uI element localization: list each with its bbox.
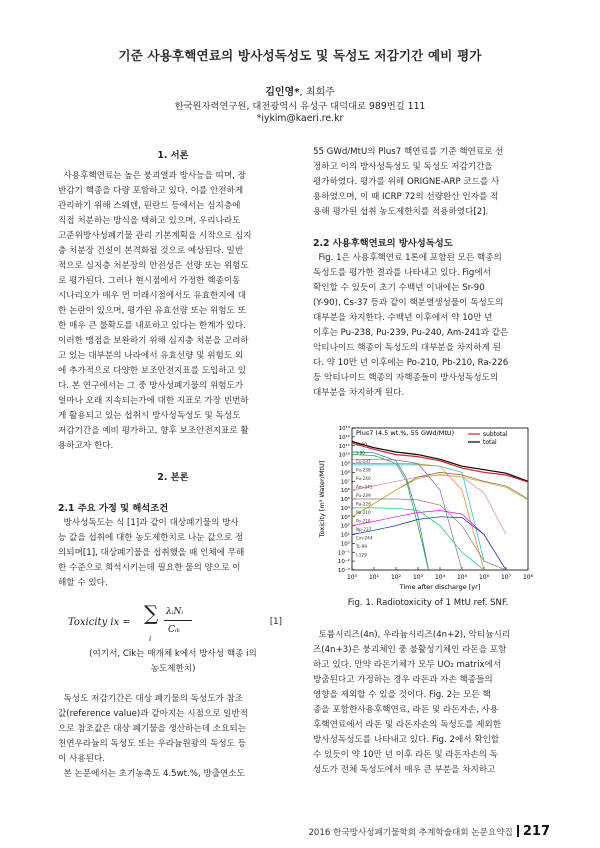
text-line: 고 있는 대부분의 나라에서 유효선량 및 위험도 외	[58, 351, 244, 361]
toxicity-chart	[316, 420, 538, 592]
text-line: 다. 약 10만 년 이후에는 Po-210, Pb-210, Ra-226	[313, 358, 509, 368]
text-line: 독성도를 평가한 결과를 나타내고 있다. Fig에서	[313, 268, 491, 278]
sum-index: i	[149, 635, 152, 643]
chart-title: Plus7 (4.5 wt.%, 55 GWd/MtU)	[356, 429, 455, 437]
section-1-body	[58, 169, 288, 454]
text-line: Fig. 1은 사용후핵연료 1톤에 포함된 모든 핵종의	[313, 253, 502, 263]
text-line: 후핵연료에서 라돈 및 라돈자손의 독성도를 제외한	[313, 720, 501, 730]
author-email: *iykim@kaeri.re.kr	[256, 113, 344, 124]
y-tick-label: 10¹¹	[338, 443, 350, 450]
y-tick-label: 10¹²	[338, 434, 350, 441]
figure-1-caption: Fig. 1. Radiotoxicity of 1 MtU ref. SNF.	[347, 598, 509, 608]
y-tick-label: 10⁻²	[337, 559, 350, 566]
author-line	[0, 83, 600, 98]
y-tick-label: 10⁴	[340, 505, 350, 512]
formula-number: [1]	[269, 617, 282, 627]
right-top-body	[313, 145, 543, 220]
affiliation: 한국원자력연구원, 대전광역시 유성구 대덕대로 989번길 111	[174, 101, 426, 112]
corresponding-mark: *	[294, 87, 300, 98]
text-line: 종을 포함한사용후핵연료, 라돈 및 라돈자손, 사용	[313, 705, 499, 715]
text-line: 성도가 전체 독성도에서 매우 큰 부분을 차지하고	[313, 765, 496, 775]
y-tick-label: 10⁹	[340, 461, 350, 468]
y-tick-label: 10⁸	[340, 470, 350, 477]
y-tick-label: 10⁷	[340, 479, 350, 486]
text-line: 정하고 이의 방사성독성도 및 독성도 저감기간을	[313, 162, 493, 172]
x-tick-label: 10⁵	[456, 574, 468, 581]
text-line: 이러한 맹점을 보완하기 위해 심지층 처분을 고려하	[58, 336, 249, 346]
x-tick-label: 10⁴	[434, 574, 446, 581]
figure-1	[316, 420, 538, 592]
nuclide-label: Y-90	[356, 450, 365, 456]
y-tick-label: 10¹	[340, 532, 350, 539]
text-line: 용하였으며, 이 때 ICRP 72의 선량환산 인자를 적	[313, 192, 499, 202]
text-line: 55 GWd/MtU의 Plus7 핵연료를 기준 핵연료로 선	[313, 147, 504, 157]
y-tick-label: 10⁶	[340, 488, 350, 495]
text-line: 게 활용되고 있는 섭취시 방사성독성도 및 독성도	[58, 411, 241, 421]
text-line: 확인할 수 있듯이 초기 수백년 이내에는 Sr-90	[313, 283, 485, 293]
page-footer	[308, 824, 550, 839]
text-line: 저감기간을 예비 평가하고, 향후 보조안전지표로 활	[58, 426, 249, 436]
footer-text: 2016 한국방사성폐기물학회 추계학술대회 논문요약집	[308, 828, 513, 838]
text-line: 층 처분장 건설이 본격화될 것으로 예상된다. 일반	[58, 246, 244, 256]
text-line: 용해 평가된 섭취 농도제한치를 적용하였다[2].	[313, 207, 489, 217]
text-line: 값(reference value)과 같아지는 시점으로 일반적	[58, 709, 249, 719]
legend-total: total	[483, 439, 497, 446]
text-line: 영향을 제외할 수 있을 것이다. Fig. 2는 모든 핵	[313, 690, 491, 700]
formula-note-1: (여기서, Cik는 매개체 k에서 방사성 핵종 i의	[89, 649, 257, 659]
section-1-heading: 1. 서론	[157, 150, 189, 161]
text-line: 하고 있다. 만약 라돈기체가 모두 UO₂ matrix에서	[313, 660, 502, 670]
x-tick-label: 10⁸	[522, 574, 534, 581]
text-line: 시나리오가 매우 먼 미래시점에서도 유효한지에 대	[58, 291, 246, 301]
text-line: 악티나이드 핵종이 독성도의 대부분을 차지하게 된	[313, 343, 501, 353]
text-line: 방사성독성도를 나타내고 있다. Fig. 2에서 확인할	[313, 735, 500, 745]
y-tick-label: 10²	[340, 523, 350, 530]
text-line: 로 평가된다. 그러나 현시점에서 가정한 핵종이동	[58, 276, 241, 286]
footer-divider	[517, 825, 519, 837]
nuclide-label: Tc-99	[356, 544, 367, 549]
nuclide-label: Pb-210	[356, 510, 371, 515]
text-line: 등 악티나이드 핵종의 자핵종들이 방사성독성도의	[313, 373, 499, 383]
fraction-bar	[164, 620, 192, 621]
text-line: 관리하기 위해 스웨덴, 핀란드 등에서는 심지층에	[58, 201, 241, 211]
text-line: 천연우라늄의 독성도 또는 우라늄원광의 독성도 등	[58, 739, 246, 749]
legend-subtotal: subtotal	[483, 431, 508, 438]
sum-symbol: ∑	[144, 601, 159, 625]
x-tick-label: 10¹	[368, 574, 380, 581]
x-axis-label: Time after discharge [yr]	[399, 583, 481, 591]
y-tick-label: 10¹⁰	[338, 452, 350, 459]
text-line: 이 사용된다.	[58, 754, 105, 764]
text-line: 한 매우 큰 불확도를 내포하고 있다는 한계가 있다.	[58, 321, 246, 331]
section-2-heading: 2. 본론	[157, 472, 189, 483]
y-tick-label: 10⁻³	[337, 568, 350, 574]
co-authors: , 최희주	[299, 87, 335, 98]
text-line: 반감기 핵종을 다량 포함하고 있다. 이를 안전하게	[58, 186, 244, 196]
text-line: 직접 처분하는 방식을 택하고 있으며, 우리나라도	[58, 216, 241, 226]
text-line: 방출된다고 가정하는 경우 라돈과 자손 핵종들의	[313, 675, 493, 685]
section-2-2-heading: 2.2 사용후핵연료의 방사성독성도	[313, 238, 453, 249]
text-line: 독성도 저감기간은 대상 폐기물의 독성도가 참조	[58, 694, 244, 704]
lead-author: 김인영	[265, 87, 295, 98]
nuclide-label: Cm-244	[356, 535, 373, 541]
right-bottom-body	[313, 628, 543, 778]
text-line: 대부분을 차지하게 된다.	[313, 388, 405, 398]
formula-denominator: Cᵢₖ	[168, 625, 180, 635]
x-tick-label: 10⁷	[500, 574, 512, 581]
text-line: 용하고자 한다.	[58, 441, 114, 451]
page-number: 217	[522, 824, 550, 839]
text-line: 대부분을 차지한다. 수백년 이후에서 약 10만 년	[313, 313, 493, 323]
text-line: 의되며[1], 대상폐기물을 섭취했을 때 인체에 무해	[58, 548, 245, 558]
text-line: 사용후핵연료는 높은 붕괴열과 방사능을 띠며, 장	[58, 171, 246, 181]
text-line: 능 값을 섭취에 대한 농도제한치로 나눈 값으로 정	[58, 533, 244, 543]
text-line: (Y-90), Cs-37 등과 같이 핵분열생성물이 독성도의	[313, 298, 504, 308]
x-tick-label: 10⁶	[478, 574, 490, 581]
nuclide-label: I-129	[356, 552, 367, 558]
text-line: 적으로 심지층 처분장의 안전성은 선량 또는 위험도	[58, 261, 249, 271]
right-bottom-column	[313, 628, 543, 778]
nuclide-label: Pu-240	[356, 476, 371, 481]
text-line: 고준위방사성폐기물 관리 기본계획을 시작으로 심지	[58, 231, 252, 241]
section-2-2-body	[313, 251, 543, 401]
text-line: 한 논란이 있으며, 평가된 유효선량 또는 위험도 또	[58, 306, 246, 316]
text-line: 평가하였다. 평가를 위해 ORIGNE-ARP 코드를 사	[313, 177, 500, 187]
y-tick-label: 10⁻¹	[337, 550, 350, 557]
text-line: 본 논문에서는 초기농축도 4.5wt.%, 방출연소도	[58, 769, 245, 779]
y-axis-label: Toxicity [m³ Water/MtU]	[318, 460, 326, 538]
nuclide-label: Cs-137	[356, 459, 371, 464]
text-line: 에 추가적으로 다양한 보조안전지표를 도입하고 있	[58, 366, 246, 376]
nuclide-label: Pu-238	[356, 467, 371, 473]
nuclide-label: Am-241	[356, 484, 373, 490]
nuclide-label: Sr-90	[356, 442, 367, 447]
x-tick-label: 10²	[390, 574, 402, 581]
formula-note-2: 농도제한치)	[150, 664, 196, 674]
nuclide-label: Np-237	[356, 527, 372, 532]
y-tick-label: 10¹³	[338, 426, 350, 432]
text-line: 방사성독도는 식 [1]과 같이 대상폐기물의 방사	[58, 518, 239, 528]
formula-lhs: Toxicity ix =	[68, 617, 131, 628]
text-line: 으로 참조값은 대상 폐기물을 생산하는데 소요되는	[58, 724, 246, 734]
formula-numerator: λᵢNᵢ	[166, 607, 184, 617]
text-line: 해할 수 있다.	[58, 578, 108, 588]
section-2-1-body-cont	[58, 692, 288, 782]
section-2-1-body	[58, 516, 288, 591]
nuclide-label: Pu-239	[356, 493, 371, 498]
text-line: 다. 본 연구에서는 그 중 방사성폐기물의 위험도가	[58, 381, 244, 391]
y-tick-label: 10³	[340, 514, 350, 521]
text-line: 토륨시리즈(4n), 우라늄시리즈(4n+2), 악티늄시리	[313, 630, 511, 640]
nuclide-label: Ra-226	[356, 501, 371, 507]
formula-block	[58, 599, 288, 647]
x-tick-label: 10⁰	[346, 574, 358, 581]
right-column	[313, 145, 543, 401]
text-line: 한 수준으로 희석시키는데 필요한 물의 양으로 이	[58, 563, 241, 573]
y-tick-label: 10⁰	[340, 541, 350, 548]
x-tick-label: 10³	[412, 574, 424, 581]
text-line: 얼마나 오래 지속되는가에 대한 지표로 가장 빈번하	[58, 396, 249, 406]
nuclide-label: Po-210	[356, 518, 371, 524]
text-line: 수 있듯이 약 10만 년 이후 라돈 및 라돈자손의 독	[313, 750, 498, 760]
text-line: 즈(4n+3)은 붕괴체인 중 불활성기체인 라돈을 포함	[313, 645, 507, 655]
y-tick-label: 10⁵	[340, 497, 350, 503]
text-line: 이후는 Pu-238, Pu-239, Pu-240, Am-241과 같은	[313, 328, 509, 338]
section-2-1-heading: 2.1 주요 가정 및 해석조건	[58, 503, 169, 514]
paper-title: 기준 사용후핵연료의 방사성독성도 및 독성도 저감기간 예비 평가	[118, 48, 482, 63]
left-column	[58, 148, 288, 782]
